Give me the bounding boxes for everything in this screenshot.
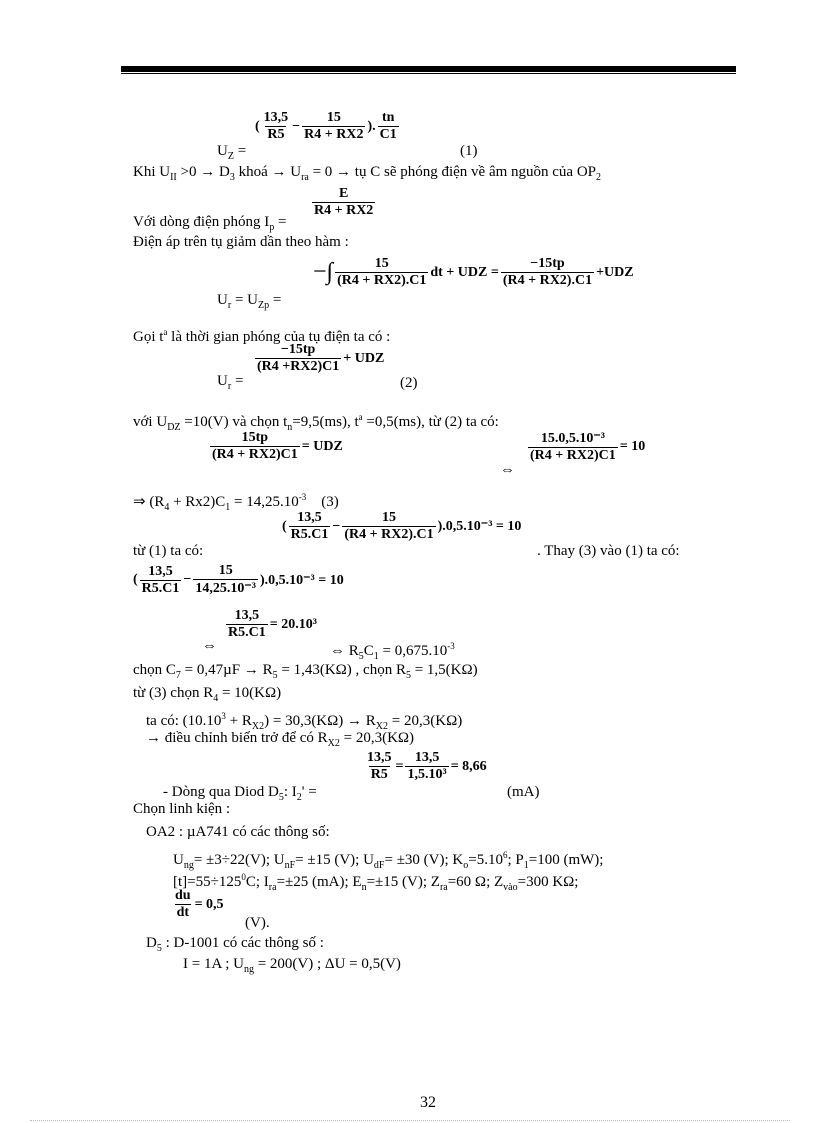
- formula-d: ( 13,5 R5.C1 − 15 14,25.10⁻³ ).0,5.10⁻³ = 10: [133, 563, 344, 596]
- eq1-label: (1): [460, 143, 478, 159]
- ur2-label: $U_r$ =: [217, 373, 244, 392]
- text-voi-dong: Với dòng điện phóng $I_p$ =: [133, 214, 287, 233]
- text-d5: $D_5$ : D-1001 có các thông số :: [146, 935, 324, 954]
- text-v-unit: (V).: [245, 915, 270, 931]
- text-chon-c7: chọn $C_7 = 0,47\mu F \to R_5 = 1,43(K\Omega)$ , chọn $R_5 = 1,5(K\Omega)$: [133, 662, 478, 681]
- eq2-label: (2): [400, 375, 418, 391]
- formula-b: $\frac{\text{15.0,5.10⁻³}}{(R4 + RX2)C1}$ = 10: [530, 431, 646, 463]
- text-oa2: OA2 : µA741 có các thông số:: [146, 824, 330, 840]
- text-d5-spec: I = 1A ; $U_{ng} = 200(V)$ ; ΔU = 0,5(V): [183, 956, 401, 975]
- equiv-2: ⇔: [202, 638, 217, 654]
- text-dong: - Dòng qua Diod $D_5$: $I_2'$ =: [163, 784, 317, 803]
- formula-du-dt: $\frac{du}{dt}$ = 0,5: [175, 888, 224, 920]
- text-tu3: từ (3) chọn $R_4 = 10(K\Omega)$: [133, 685, 282, 704]
- ur-label: $U_r = U_{Zp}$ =: [217, 292, 282, 311]
- equiv-1: ⇔: [500, 462, 515, 478]
- text-ma: (mA): [507, 784, 540, 800]
- text-chon-lk: Chọn linh kiện :: [133, 801, 231, 817]
- text-r4rx: ⇒ $(R_4 + Rx2)C_1 = 14,25.10^{-3}$ (3): [133, 492, 339, 513]
- page-number: 32: [420, 1094, 436, 1111]
- footer-rule: [30, 1120, 790, 1121]
- formula-ur2: −15tp (R4 +RX2)C1 + UDZ: [257, 342, 385, 374]
- text-voi-udz: với $U_{DZ} =10(V)$ và chọn $t_n=9,5(ms)$, $t^a =0,5(ms)$, từ (2) ta có:: [133, 412, 499, 433]
- formula-e: $\frac{13,5}{R5.C1}$ = 20.10³: [228, 608, 317, 640]
- text-spec2: $[t]=55\div 125^0C$; $I_{ra}=\pm 25$ (mA); $E_n=\pm 15$ (V); $Z_{ra}=60$ Ω; $Z_{vào}=300$ KΩ;: [173, 872, 579, 893]
- text-r5c1: ⇔ $R_5C_1 = 0,675.10^{-3}$: [330, 641, 455, 662]
- text-taco: ta có: $(10.10^3 + R_{X2}) = 30,3(K\Omega) \to R_{X2} = 20,3(K\Omega)$: [146, 711, 463, 732]
- formula-integral: −∫ 15 (R4 + RX2).C1 dt + UDZ = $\frac{-15tp}{(R4 + RX2).C1}$ +UDZ: [313, 256, 634, 288]
- text-khi: Khi $U_{II} >0 \to D_3$ khoá → $U_{ra} = 0$ → tụ C sẽ phóng điện về âm nguồn của $OP_2$: [133, 164, 602, 183]
- text-tu1: từ (1) ta có:: [133, 543, 204, 559]
- text-dieu: → điều chỉnh biến trở để có $R_{X2} = 20,3(K\Omega)$: [146, 730, 415, 749]
- text-thay: . Thay (3) vào (1) ta có:: [537, 543, 680, 559]
- text-dien-ap: Điện áp trên tụ giảm dần theo hàm :: [133, 234, 349, 250]
- header-rule: [121, 66, 736, 72]
- text-spec1: $U_{ng}= \pm 3\div 22(V)$; $U_{nF}= \pm 15$ (V); $U_{dF}= \pm 30$ (V); $K_o=5.10^6$; $P_1=100$ (mW);: [173, 850, 604, 871]
- formula-a: $\frac{15tp}{(R4 + RX2)C1}$ = UDZ: [212, 430, 343, 462]
- formula-uz: ( 13,5 R5 − 15 R4 + RX2 ). tn C1: [255, 110, 397, 142]
- uz-label: $U_Z$ =: [217, 143, 247, 162]
- text-goi: Gọi $t^a$ là thời gian phóng của tụ điện ta có :: [133, 327, 391, 345]
- formula-g: 13,5 R5 = $\frac{13,5}{\text{1,5.10³}}$ = 8,66: [367, 750, 487, 782]
- header-rule-thin: [121, 73, 736, 74]
- formula-ip: E R4 + RX2: [314, 186, 374, 218]
- formula-c: ( 13,5 R5.C1 − 15 (R4 + RX2).C1 ).0,5.10⁻³ = 10: [282, 510, 522, 542]
